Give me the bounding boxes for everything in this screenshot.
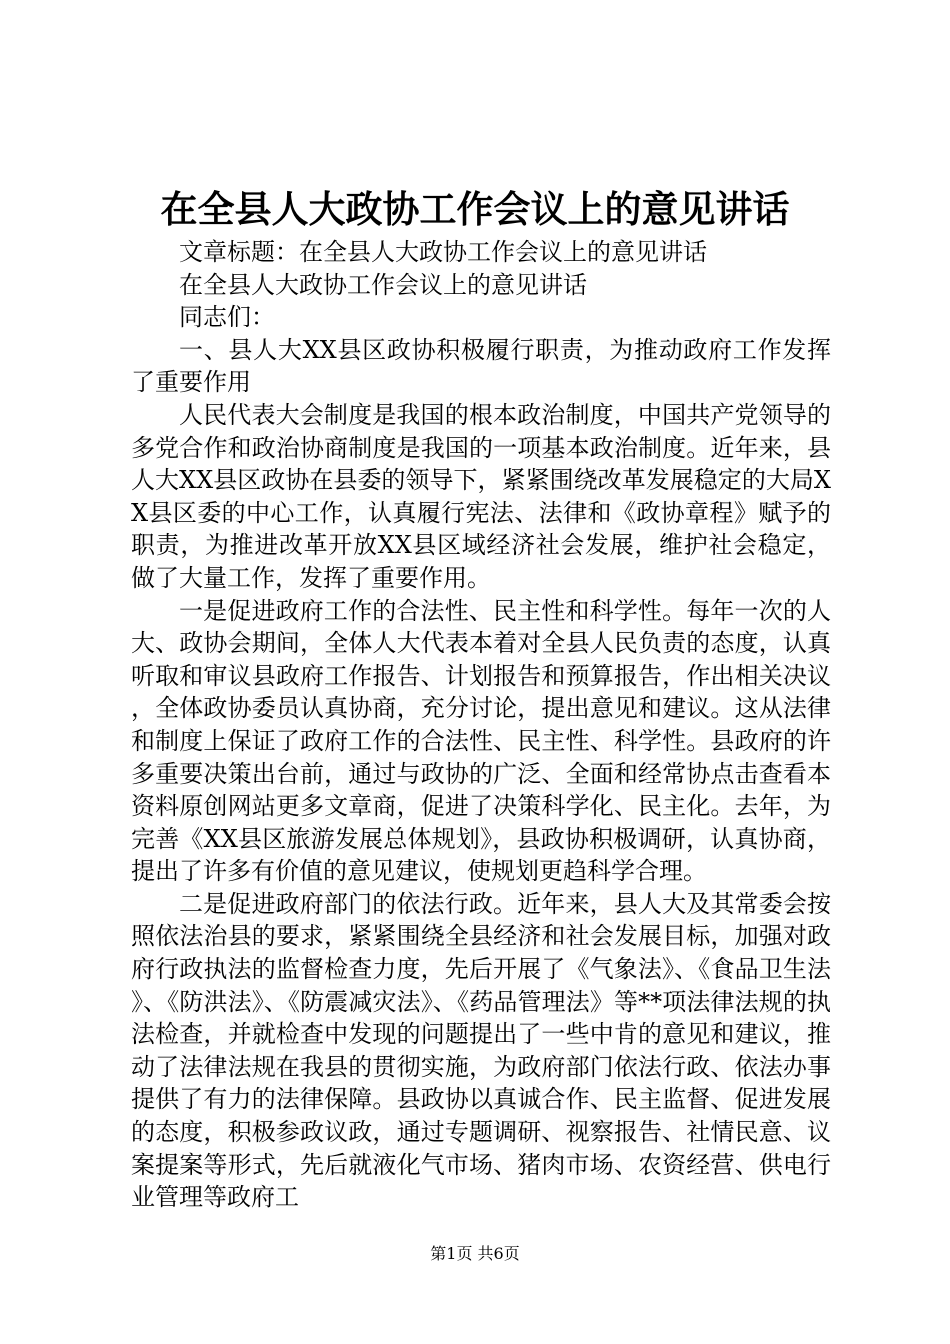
- speech-title-line: 在全县人大政协工作会议上的意见讲话: [179, 270, 587, 299]
- body-paragraph: 二是促进政府部门的依法行政。近年来，县人大及其常委会按照依法治县的要求，紧紧围绕全县经济和社会发展目标，加强对政府行政执法的监督检查力度，先后开展了《气象法》、《食品卫生法》、《防洪法》、《防震减灾法》、《药品管理法》等**项法律法规的执法检查，并就检查中发现的问题提出了一些中肯的意见和建议，推动了法律法规在我县的贯彻实施，为政府部门依法行政、依法办事提供了有力的法律保障。县政协以真诚合作、民主监督、促进发展的态度，积极参政议政，通过专题调研、视察报告、社情民意、议案提案等形式，先后就液化气市场、猪肉市场、农资经营、供电行业管理等政府工: [131, 889, 831, 1212]
- document-title: 在全县人大政协工作会议上的意见讲话: [160, 187, 790, 231]
- body-paragraph: 一是促进政府工作的合法性、民主性和科学性。每年一次的人大、政协会期间，全体人大代表本着对全县人民负责的态度，认真听取和审议县政府工作报告、计划报告和预算报告，作出相关决议，全体政协委员认真协商，充分讨论，提出意见和建议。这从法律和制度上保证了政府工作的合法性、民主性、科学性。县政府的许多重要决策出台前，通过与政协的广泛、全面和经常协点击查看本资料原创网站更多文章商，促进了决策科学化、民主化。去年，为完善《XX县区旅游发展总体规划》，县政协积极调研，认真协商，提出了许多有价值的意见建议，使规划更趋科学合理。: [131, 596, 831, 886]
- section-heading: 一、县人大XX县区政协积极履行职责，为推动政府工作发挥了重要作用: [131, 335, 831, 397]
- article-title-line: 文章标题：在全县人大政协工作会议上的意见讲话: [179, 238, 707, 266]
- page-number-footer: 第1页 共6页: [430, 1244, 520, 1263]
- salutation: 同志们：: [179, 303, 275, 332]
- document-body: [131, 236, 831, 1214]
- body-paragraph: 人民代表大会制度是我国的根本政治制度，中国共产党领导的多党合作和政治协商制度是我国的一项基本政治制度。近年来，县人大XX县区政协在县委的领导下，紧紧围绕改革发展稳定的大局XX县区委的中心工作，认真履行宪法、法律和《政协章程》赋予的职责，为推进改革开放XX县区域经济社会发展，维护社会稳定，做了大量工作，发挥了重要作用。: [131, 400, 831, 592]
